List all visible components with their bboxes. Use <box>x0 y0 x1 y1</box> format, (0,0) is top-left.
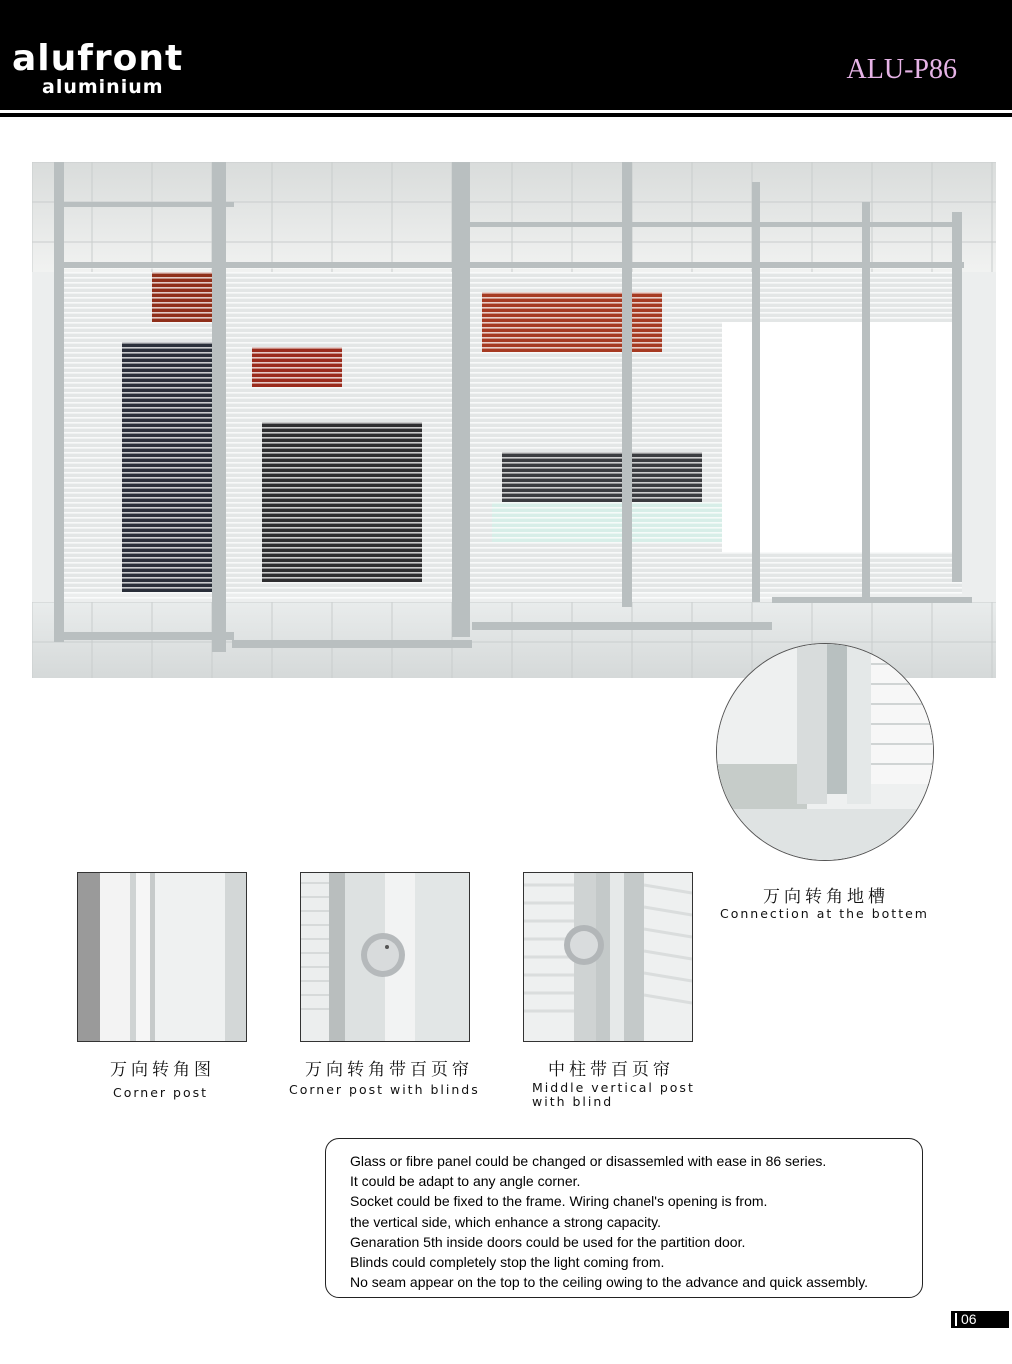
caption-en-bottom-connection: Connection at the bottem <box>720 906 929 921</box>
feature-description-box <box>325 1138 923 1298</box>
caption-cn-corner-post: 万向转角图 <box>110 1060 215 1080</box>
feature-line: Glass or fibre panel could be changed or disassemled with ease in 86 series. <box>350 1153 827 1169</box>
feature-line: No seam appear on the top to the ceiling owing to the advance and quick assembly. <box>350 1274 869 1291</box>
caption-cn-corner-post-blinds: 万向转角带百页帘 <box>305 1060 473 1080</box>
detail-photo-bottom-connection <box>716 643 934 861</box>
feature-line: the vertical side, which enhance a strong capacity. <box>350 1213 662 1230</box>
feature-line: Blinds could completely stop the light coming from. <box>350 1254 665 1271</box>
caption-cn-middle-post: 中柱带百页帘 <box>548 1060 674 1080</box>
caption-en-corner-post: Corner post <box>113 1085 209 1100</box>
feature-line: Genaration 5th inside doors could be used for the partition door. <box>350 1233 746 1250</box>
thumb-middle-post-blind-illustration <box>524 873 692 1041</box>
thumb-corner-post-illustration <box>78 873 246 1041</box>
hero-photo-illustration <box>32 162 996 678</box>
caption-en-middle-post-line1: Middle vertical post <box>532 1080 695 1095</box>
feature-line: Socket could be fixed to the frame. Wiring chanel's opening is from. <box>350 1193 768 1210</box>
thumb-corner-post-blinds <box>300 872 470 1042</box>
feature-line: It could be adapt to any angle corner. <box>350 1173 581 1190</box>
brand-logo: alufront <box>12 38 184 79</box>
thumb-middle-post-blind <box>523 872 693 1042</box>
caption-cn-bottom-connection: 万向转角地槽 <box>763 887 889 907</box>
model-code: ALU-P86 <box>846 54 957 85</box>
caption-en-corner-post-blinds: Corner post with blinds <box>289 1082 480 1097</box>
page-number: 06 <box>951 1311 1009 1328</box>
caption-en-middle-post-line2: with blind <box>532 1094 614 1109</box>
brand-subtitle: aluminium <box>42 76 164 98</box>
detail-photo-illustration <box>717 644 933 860</box>
thumb-corner-post-blinds-illustration <box>301 873 469 1041</box>
hero-photo <box>32 162 996 678</box>
header-bar <box>0 0 1012 110</box>
header-rule <box>0 113 1012 117</box>
thumb-corner-post <box>77 872 247 1042</box>
